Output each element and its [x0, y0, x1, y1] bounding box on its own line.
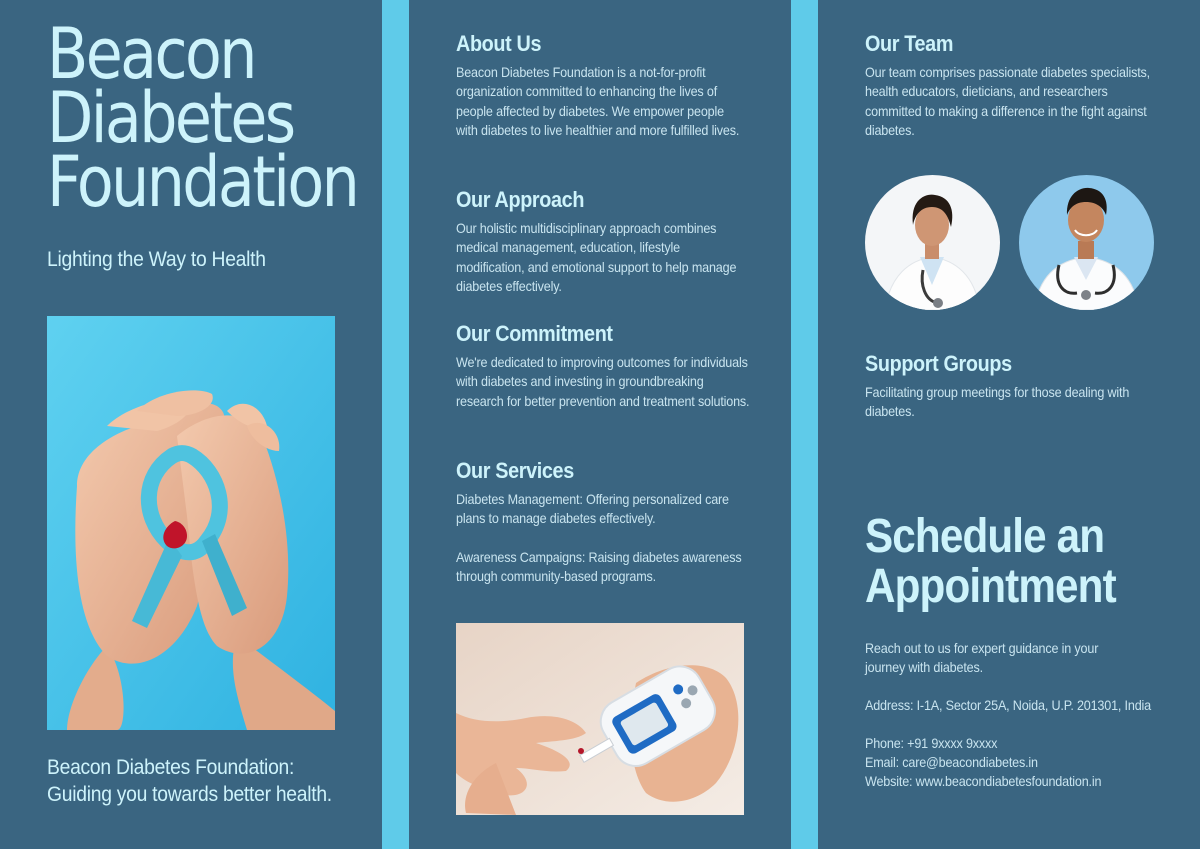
- commitment-body: We're dedicated to improving outcomes for individuals with diabetes and investing in groundbreaking research for better prevention and treatment solutions.: [456, 354, 750, 409]
- glucose-meter-illustration: [456, 623, 744, 815]
- approach-heading: Our Approach: [456, 187, 585, 212]
- hands-ribbon-illustration: [47, 316, 335, 730]
- footer-caption: [47, 754, 341, 808]
- hands-ribbon-photo: [47, 316, 335, 730]
- about-heading: About Us: [456, 31, 542, 56]
- about-body: Beacon Diabetes Foundation is a not-for-profit organization committed to enhancing the lives of people affected by diabetes. We empower people with diabetes to live healthier and more fulfilled lives.: [456, 64, 740, 138]
- female-doctor-illustration: [865, 175, 1000, 310]
- services-item-1: Diabetes Management: Offering personalized care plans to manage diabetes effectively.: [456, 491, 729, 527]
- contact-address: Address: I-1A, Sector 25A, Noida, U.P. 201301, India: [865, 697, 1151, 713]
- schedule-title: [865, 512, 1147, 612]
- schedule-title-line-2: Appointment: [865, 560, 1116, 613]
- footer-caption-line-2: Guiding you towards better health.: [47, 783, 332, 806]
- tagline: Lighting the Way to Health: [47, 248, 266, 271]
- contact-email[interactable]: Email: care@beacondiabetes.in: [865, 754, 1038, 770]
- approach-body: Our holistic multidisciplinary approach combines medical management, education, lifestyle modification, and emotional support to help manage diabetes effectively.: [456, 220, 737, 294]
- glucose-meter-photo: [456, 623, 744, 815]
- male-doctor-avatar: [1019, 175, 1154, 310]
- right-divider: [791, 0, 818, 849]
- services-heading: Our Services: [456, 458, 574, 483]
- support-body: Facilitating group meetings for those dealing with diabetes.: [865, 384, 1130, 420]
- brand-title: [47, 13, 358, 223]
- left-divider: [382, 0, 409, 849]
- support-heading: Support Groups: [865, 351, 1012, 376]
- contact-phone[interactable]: Phone: +91 9xxxx 9xxxx: [865, 735, 998, 751]
- contact-website[interactable]: Website: www.beacondiabetesfoundation.in: [865, 773, 1102, 789]
- commitment-heading: Our Commitment: [456, 321, 613, 346]
- footer-caption-line-1: Beacon Diabetes Foundation:: [47, 756, 295, 779]
- team-heading: Our Team: [865, 31, 954, 56]
- brand-title-line-1: Beacon: [47, 13, 255, 95]
- team-body: Our team comprises passionate diabetes specialists, health educators, dieticians, and researchers committed to making a difference in the fight against diabetes.: [865, 64, 1150, 138]
- brand-title-line-3: Foundation: [47, 141, 358, 223]
- schedule-intro: Reach out to us for expert guidance in your journey with diabetes.: [865, 640, 1099, 676]
- male-doctor-illustration: [1019, 175, 1154, 310]
- brand-title-line-2: Diabetes: [47, 77, 294, 159]
- schedule-title-line-1: Schedule an: [865, 510, 1105, 563]
- services-item-2: Awareness Campaigns: Raising diabetes awareness through community-based programs.: [456, 549, 742, 585]
- female-doctor-avatar: [865, 175, 1000, 310]
